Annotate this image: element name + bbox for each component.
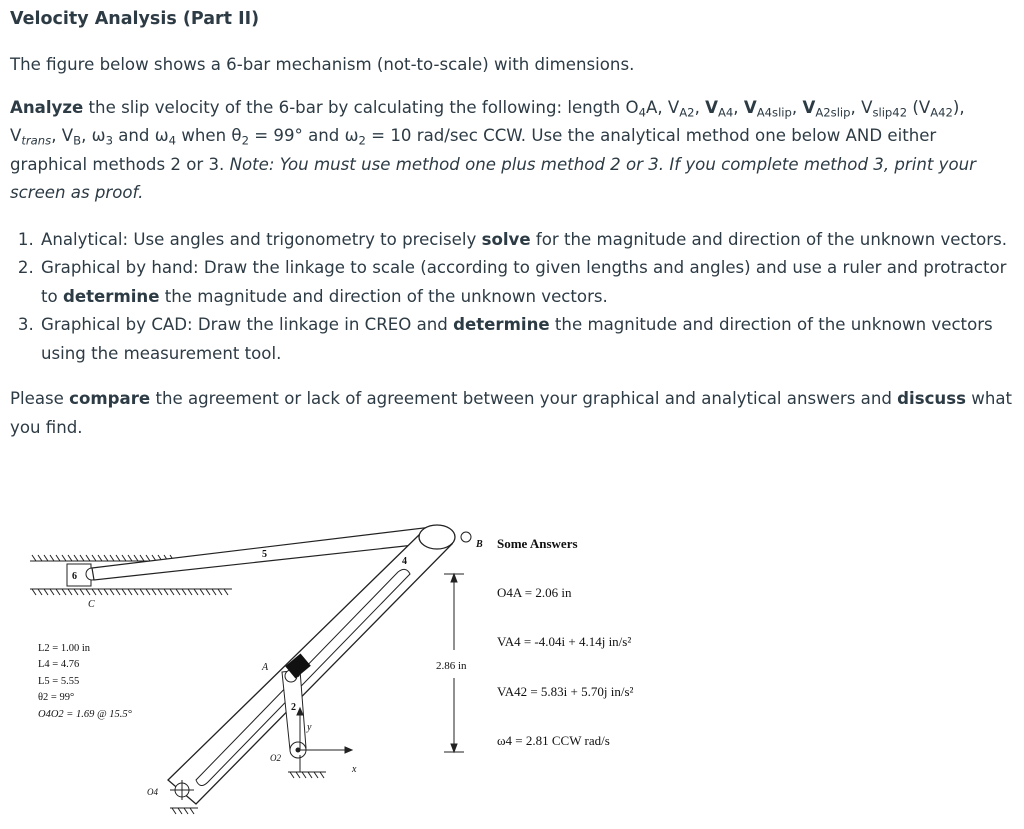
list-item: 2. Graphical by hand: Draw the linkage to scale (according to given lengths and angles) and use a ruler and protractor to determine the magnitude and direction of the unknown vectors. (39, 254, 1014, 311)
intro-text: The figure below shows a 6-bar mechanism (not-to-scale) with dimensions. (10, 55, 635, 74)
list-item: 1. Analytical: Use angles and trigonometry to precisely solve for the magnitude and direction of the unknown vectors. (39, 226, 1014, 255)
label-link-5: 5 (262, 549, 267, 560)
answer-va4: VA4 = -4.04i + 4.14j in/s² (497, 634, 632, 649)
label-y: y (307, 722, 312, 733)
method-list (10, 226, 1014, 369)
label-b: B (476, 539, 483, 550)
dim-l4: L4 = 4.76 (38, 659, 80, 670)
label-a: A (262, 662, 269, 673)
dimension-list (38, 643, 133, 720)
mechanism-figure (0, 510, 1024, 829)
label-link-6: 6 (72, 571, 77, 582)
answer-o4a: O4A = 2.06 in (497, 585, 572, 600)
label-link-2: 2 (291, 702, 296, 713)
compare-paragraph: Please compare the agreement or lack of agreement between your graphical and analytical answers and discuss what you find. (10, 389, 1013, 437)
dim-l5: L5 = 5.55 (38, 676, 80, 687)
height-label: 2.86 in (436, 660, 467, 672)
analyze-paragraph: Analyze the slip velocity of the 6-bar by calculating the following: length $O_4A$, $V_{A2}$, $V_{A4}$, $V_{A4slip}$, $V_{A2slip}$, $V_{slip42}$ $(V_{A42})$, $V_{trans}$, $V_B$, $\omega_3$ and $\omega_4$ when $\theta_2 = 99^\circ$ and $\omega_2 = 10$ rad/sec CCW. Use the analytical method one below AND either graphical methods 2 or 3. Note: You must use method one plus method 2 or 3. If you complete method 3, print your screen as proof. (10, 97, 976, 202)
label-x: x (352, 764, 357, 775)
label-link-4: 4 (402, 556, 407, 567)
ground-o2 (288, 755, 326, 778)
list-item: 3. Graphical by CAD: Draw the linkage in CREO and determine the magnitude and direction of the unknown vectors using the measurement tool. (39, 311, 1014, 368)
dim-l2: L2 = 1.00 in (38, 643, 91, 654)
answers-panel (497, 536, 634, 748)
label-o2: O2 (270, 753, 281, 763)
label-o4: O4 (147, 787, 158, 797)
page-title: Velocity Analysis (Part II) (10, 9, 260, 29)
answer-va42: VA42 = 5.83i + 5.70j in/s² (497, 684, 634, 699)
label-c: C (88, 599, 95, 610)
label-link-3: 3 (295, 669, 300, 680)
dim-o4o2: O4O2 = 1.69 @ 15.5° (38, 709, 132, 720)
answers-heading: Some Answers (497, 536, 578, 551)
answer-omega4: ω4 = 2.81 CCW rad/s (497, 733, 610, 748)
dim-theta2: θ2 = 99° (38, 692, 75, 703)
